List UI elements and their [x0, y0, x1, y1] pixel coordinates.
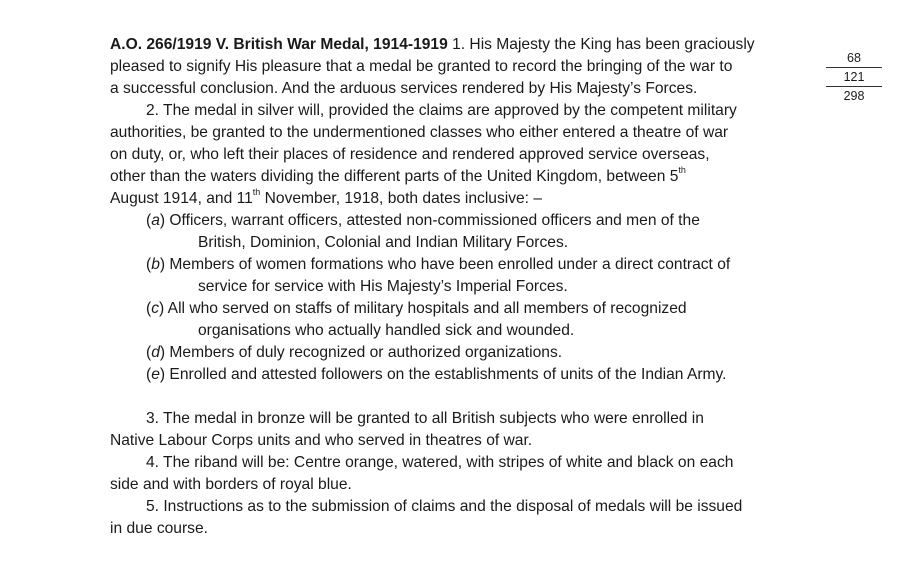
ordinal-suffix: th [252, 186, 261, 197]
paragraph-3-line-2: Native Labour Corps units and who served in theatres of war. [110, 432, 533, 449]
paragraph-5-line-2: in due course. [110, 520, 208, 537]
paragraph-4-line-1: 4. The riband will be: Centre orange, watered, with stripes of white and black on each [146, 454, 734, 471]
paragraph-2-line-1: 2. The medal in silver will, provided the claims are approved by the competent military [146, 102, 737, 119]
list-item-a [146, 210, 700, 232]
paragraph-1-line-3: a successful conclusion. And the arduous services rendered by His Majesty’s Forces. [110, 80, 698, 97]
marker-paren: ( [146, 212, 152, 229]
list-item-d [146, 342, 562, 364]
reference-divider [826, 86, 882, 87]
ordinal-suffix: th [678, 164, 686, 175]
paragraph-2-line-5-text: August 1914, and 11 [110, 190, 253, 207]
paragraph-3-line-1: 3. The medal in bronze will be granted to all British subjects who were enrolled in [146, 410, 704, 427]
list-item-c [146, 298, 687, 320]
list-marker: a [151, 212, 160, 229]
paragraph-2-line-4-text: other than the waters dividing the different parts of the United Kingdom, between 5 [110, 168, 679, 185]
marker-paren: ( [146, 256, 152, 273]
paragraph-2-line-5 [110, 188, 542, 210]
paragraph-1-text: 1. His Majesty the King has been graciously [447, 36, 755, 53]
paragraph-1-line-2: pleased to signify His pleasure that a medal be granted to record the bringing of the war to [110, 58, 733, 75]
list-item-text: Members of duly recognized or authorized organizations. [165, 344, 563, 361]
list-marker: b [151, 256, 160, 273]
marker-paren: ) [159, 212, 166, 229]
list-item-text: Officers, warrant officers, attested non-commissioned officers and men of the [165, 212, 700, 229]
paragraph-1-line-1 [110, 34, 755, 56]
list-item-c-continuation: organisations who actually handled sick and wounded. [198, 322, 575, 339]
marker-paren: ) [159, 344, 166, 361]
paragraph-2-line-4 [110, 166, 686, 188]
list-item-a-continuation: British, Dominion, Colonial and Indian Military Forces. [198, 234, 569, 251]
list-item-text: All who served on staffs of military hospitals and all members of recognized [164, 300, 687, 317]
paragraph-2-line-2: authorities, be granted to the undermentioned classes who either entered a theatre of war [110, 124, 729, 141]
margin-references [826, 50, 882, 104]
list-item-text: Enrolled and attested followers on the establishments of units of the Indian Army. [165, 366, 727, 383]
list-item-b [146, 254, 730, 276]
marker-paren: ( [146, 366, 152, 383]
order-heading: A.O. 266/1919 V. British War Medal, 1914-1919 [110, 36, 448, 53]
list-item-text: Members of women formations who have been enrolled under a direct contract of [165, 256, 731, 273]
paragraph-2-line-5-tail: November, 1918, both dates inclusive: – [260, 190, 543, 207]
margin-reference: 121 [843, 70, 865, 84]
marker-paren: ) [159, 256, 166, 273]
marker-paren: ) [159, 300, 165, 317]
margin-reference: 298 [843, 89, 865, 103]
marker-paren: ( [146, 344, 152, 361]
list-marker: c [151, 300, 159, 317]
marker-paren: ( [146, 300, 152, 317]
marker-paren: ) [159, 366, 166, 383]
paragraph-2-line-3: on duty, or, who left their places of residence and rendered approved service overseas, [110, 146, 710, 163]
list-item-b-continuation: service for service with His Majesty’s Imperial Forces. [198, 278, 568, 295]
reference-divider [826, 67, 882, 68]
list-item-e [146, 364, 727, 386]
list-marker: e [151, 366, 160, 383]
paragraph-5-line-1: 5. Instructions as to the submission of claims and the disposal of medals will be issued [146, 498, 743, 515]
margin-reference: 68 [847, 51, 861, 65]
paragraph-4-line-2: side and with borders of royal blue. [110, 476, 352, 493]
list-marker: d [151, 344, 160, 361]
